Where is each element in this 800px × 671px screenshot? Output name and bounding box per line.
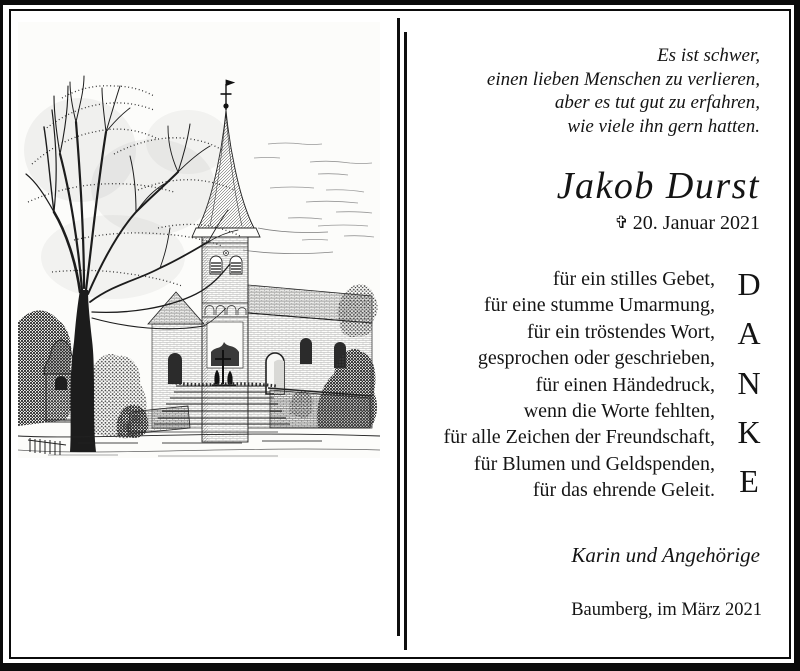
death-date-text: 20. Januar 2021 [632, 212, 760, 234]
thanks-line: für ein stilles Gebet, [552, 268, 715, 290]
thanks-line: für einen Händedruck, [535, 373, 715, 396]
death-date [615, 212, 760, 235]
thanks-line: für alle Zeichen der Freundschaft, [443, 426, 715, 449]
danke-letter: K [737, 413, 761, 450]
quote-line: aber es tut gut zu erfahren, [554, 92, 760, 113]
thanks-lines [443, 266, 715, 504]
divider-rule-left [397, 18, 400, 636]
deceased-name: Jakob Durst [556, 165, 760, 207]
church-illustration [18, 22, 380, 458]
danke-letter: N [737, 364, 761, 401]
quote-line: Es ist schwer, [657, 45, 760, 66]
thanks-line: für Blumen und Geldspenden, [473, 452, 715, 475]
thanks-line: für ein tröstendes Wort, [527, 320, 715, 343]
quote-line: wie viele ihn gern hatten. [567, 115, 760, 137]
condolence-quote [487, 44, 760, 138]
mourners: Karin und Angehörige [571, 543, 760, 567]
nave-window [300, 338, 312, 364]
thanks-line: für eine stumme Umarmung, [483, 294, 715, 317]
thanks-line: wenn die Worte fehlten, [523, 400, 715, 423]
thanks-line: für das ehrende Geleit. [532, 479, 715, 502]
danke-letter: A [737, 315, 761, 352]
quote-line: einen lieben Menschen zu verlieren, [486, 68, 760, 90]
danke-letter: D [737, 266, 761, 302]
place-date: Baumberg, im März 2021 [571, 600, 762, 620]
porch-window [168, 353, 182, 384]
divider-rule-right [404, 32, 407, 650]
latin-cross-icon: ✞ [614, 213, 629, 233]
danke-letter: E [739, 463, 759, 499]
thanks-line: gesprochen oder geschrieben, [477, 347, 715, 370]
danke-letters [734, 266, 764, 500]
spire-eave [192, 228, 260, 237]
